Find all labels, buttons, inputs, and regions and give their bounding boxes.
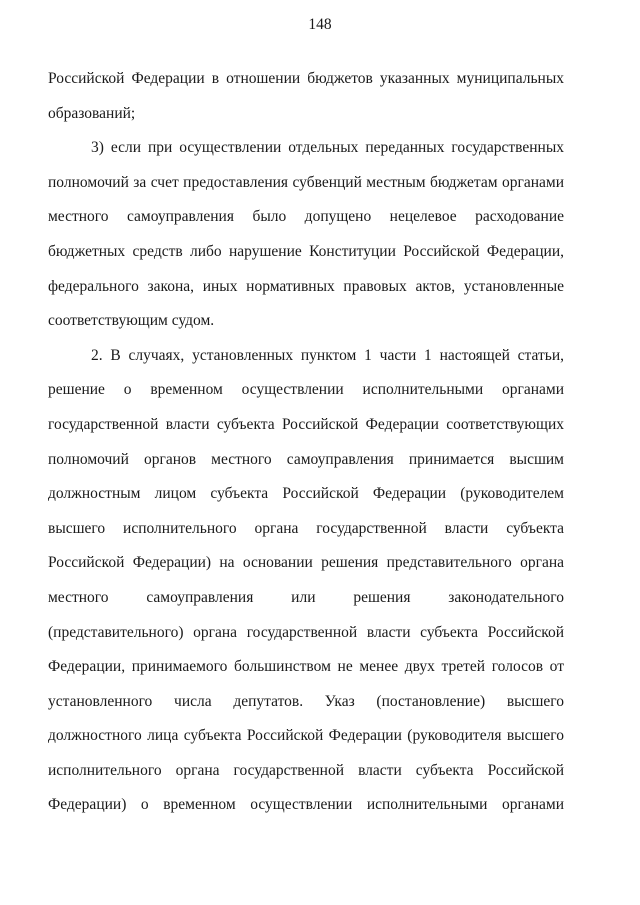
text-line: Федерации, принимаемого большинством не менее двух третей голосов от: [48, 658, 564, 676]
text-line: Федерации) о временном осуществлении исполнительными органами: [48, 796, 564, 814]
document-body: [48, 62, 564, 823]
text-line: образований;: [48, 104, 136, 122]
text-line: местного самоуправления или решения законодательного: [48, 588, 564, 606]
text-line: высшего исполнительного органа государственной власти субъекта: [48, 519, 564, 537]
text-line: государственной власти субъекта Российской Федерации соответствующих: [48, 415, 564, 433]
text-line: исполнительного органа государственной власти субъекта Российской: [48, 761, 564, 779]
text-line: должностным лицом субъекта Российской Федерации (руководителем: [48, 485, 564, 503]
text-line: решение о временном осуществлении исполнительными органами: [48, 381, 564, 399]
page-number: 148: [308, 16, 332, 33]
text-line: бюджетных средств либо нарушение Конституции Российской Федерации,: [48, 242, 564, 260]
text-line: Российской Федерации) на основании решения представительного органа: [48, 554, 564, 572]
text-line: полномочий органов местного самоуправления принимается высшим: [48, 450, 564, 468]
text-line: 3) если при осуществлении отдельных переданных государственных: [91, 139, 564, 157]
text-line: Российской Федерации в отношении бюджетов указанных муниципальных: [48, 70, 564, 87]
text-line: установленного числа депутатов. Указ (постановление) высшего: [48, 692, 564, 710]
text-line: 2. В случаях, установленных пунктом 1 части 1 настоящей статьи,: [91, 346, 564, 364]
text-line: местного самоуправления было допущено нецелевое расходование: [48, 208, 564, 226]
text-line: должностного лица субъекта Российской Федерации (руководителя высшего: [48, 727, 564, 745]
text-line: федерального закона, иных нормативных правовых актов, установленные: [48, 277, 564, 295]
text-line: (представительного) органа государственной власти субъекта Российской: [48, 623, 564, 641]
text-line: полномочий за счет предоставления субвенций местным бюджетам органами: [48, 173, 564, 191]
text-line: соответствующим судом.: [48, 312, 215, 330]
